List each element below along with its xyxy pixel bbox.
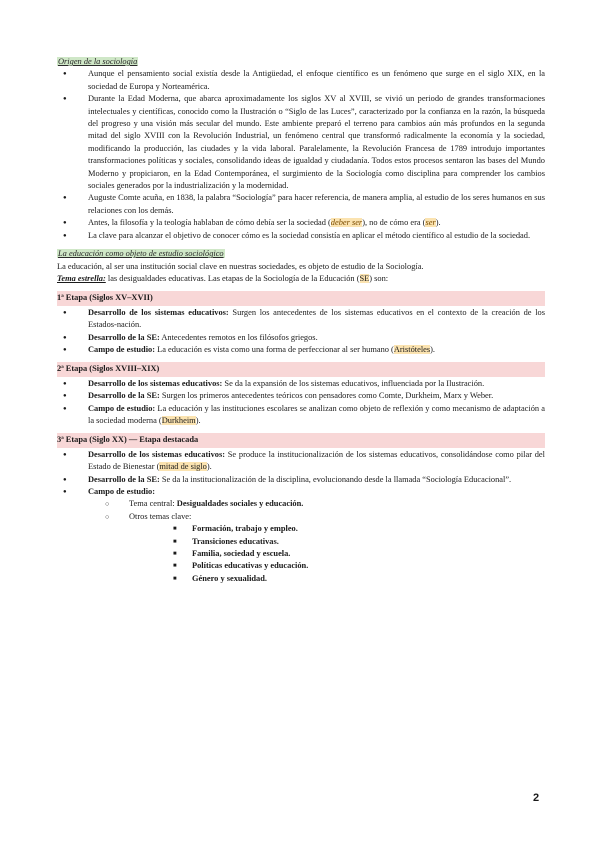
section-educacion [57,248,545,285]
list-item [57,307,545,332]
etapa-3-list [57,449,545,585]
text-fragment: ). [435,218,441,228]
highlight-aristoteles: Aristóteles [393,344,431,354]
sub-label: Otros temas clave: [129,511,192,521]
sub-sub-list-item: ■ Formación, trabajo y empleo. [129,523,545,535]
item-label: Desarrollo de la SE: [88,474,160,484]
item-label: Desarrollo de los sistemas educativos: [88,449,225,459]
item-text: Se da la expansión de los sistemas educativos, influenciada por la Ilustración. [222,378,485,388]
sub-sub-list-item: ■ Familia, sociedad y escuela. [129,548,545,560]
highlight-durkheim: Durkheim [161,415,196,425]
page-number: 2 [533,792,540,804]
item-label: Desarrollo de la SE: [88,391,160,401]
item-text: La educación y las instituciones escolares se analizan como objeto de reflexión y como mecanismo de adaptación a la sociedad moderna ( [88,403,545,425]
text-fragment: las desigualdades educativas. Las etapas de la Sociología de la Educación ( [105,273,360,283]
intro-paragraph: La educación, al ser una institución social clave en nuestras sociedades, es objeto de estudio de la Sociología. [57,261,424,271]
sub-list-item [88,498,545,510]
list-item: ● Aunque el pensamiento social existía desde la Antigüedad, el enfoque científico es un fenómeno que surge en el siglo XIX, en la sociedad de Europa y Norteamérica. [57,68,545,93]
item-text: ). [430,344,436,354]
text-fragment: ), no de cómo era ( [362,218,426,228]
tema-estrella-paragraph [57,273,545,285]
sub-sub-list-item: ■ Género y sexualidad. [129,573,545,585]
tema-estrella-label: Tema estrella: [57,273,106,283]
sub-label: Tema central: [129,499,175,509]
etapa-2-list [57,378,545,428]
item-text: Surgen los antecedentes de los sistemas educativos en el contexto de la creación de los Estados-nación. [88,307,545,330]
etapa-3-heading: 3ª Etapa (Siglo XX) — Etapa destacada [57,433,545,447]
sub-text: Desigualdades sociales y educación. [176,499,304,509]
item-label: Campo de estudio: [88,403,156,413]
item-label: Campo de estudio: [88,487,156,496]
list-item [57,217,545,229]
highlight-se: SE [359,273,370,283]
item-label: Campo de estudio: [88,344,156,354]
list-item: ● Auguste Comte acuña, en 1838, la palabra “Sociología” para hacer referencia, de manera amplia, al estudio de los seres humanos en sus relaciones con los demás. [57,192,545,217]
etapa-2-heading: 2ª Etapa (Siglos XVIII–XIX) [57,362,545,376]
list-item [57,344,545,356]
item-text: Se da la institucionalización de la disciplina, evolucionando desde la llamada “Sociología Educacional”. [159,474,512,484]
item-text: ). [206,462,212,472]
item-text: La educación es vista como una forma de perfeccionar al ser humano ( [155,344,394,354]
document-page [57,56,545,585]
highlight-mitad-siglo: mitad de siglo [159,462,207,472]
item-label: Desarrollo de los sistemas educativos: [88,378,223,388]
section-origen [57,56,545,242]
text-fragment: Antes, la filosofía y la teología hablaban de cómo debía ser la sociedad ( [88,218,331,228]
list-item [57,486,545,585]
section-title-educacion: La educación como objeto de estudio sociológico [58,249,224,259]
etapa-1-heading: 1ª Etapa (Siglos XV–XVII) [57,291,545,305]
item-text: Antecedentes remotos en los filósofos griegos. [159,332,318,342]
highlight-ser: ser [425,218,436,228]
list-item [57,474,545,486]
etapa-1-list [57,307,545,357]
section-title-origen: Origen de la sociología [58,57,138,66]
item-text: Se produce la institucionalización de los sistemas educativos, consolidándose como pilar del Estado de Bienestar ( [88,449,545,472]
sub-sub-list [129,523,545,585]
list-item: ● Durante la Edad Moderna, que abarca aproximadamente los siglos XV al XVIII, se vivió un periodo de grandes transformaciones intelectuales y científicas, conocido como la Ilustración o “Siglo de las Luces”, caracterizado por la confianza en la razón, la búsqueda del progreso y una visión más secular del mundo. Este ambiente preparó el terreno para cambios aún más profundos en la segunda mitad del siglo XVIII con la Revolución Industrial, un fenómeno central que transformó radicalmente la economía y la sociedad, modificando la producción, las ciudades y la vida laboral. Paralelamente, la Revolución Francesa de 1789 introdujo importantes transformaciones políticas y sociales, consolidando ideas de igualdad y ciudadanía. Todos estos procesos sentaron las bases del Mundo Moderno y propiciaron, en la Edad Contemporánea, el surgimiento de la Sociología como disciplina para comprender los cambios sociales generados por la industrialización y la modernidad. [57,93,545,192]
text-fragment: ) son: [369,273,389,283]
highlight-deber-ser: deber ser [330,218,363,228]
list-item [57,378,545,390]
list-item: ● La clave para alcanzar el objetivo de conocer cómo es la sociedad consistía en aplicar el método científico al estudio de la sociedad. [57,230,545,242]
list-item [57,390,545,402]
sub-sub-list-item: ■ Transiciones educativas. [129,536,545,548]
list-item [57,449,545,474]
list-item [57,332,545,344]
item-text: ). [195,415,201,425]
item-label: Desarrollo de los sistemas educativos: [88,307,229,317]
bullet-list-origen [57,68,545,242]
sub-sub-list-item: ■ Políticas educativas y educación. [129,560,545,572]
sub-list-item [88,511,545,585]
list-item [57,403,545,428]
item-text: Surgen los primeros antecedentes teóricos con pensadores como Comte, Durkheim, Marx y Weber. [159,391,494,401]
item-label: Desarrollo de la SE: [88,332,160,342]
sub-list [88,498,545,585]
